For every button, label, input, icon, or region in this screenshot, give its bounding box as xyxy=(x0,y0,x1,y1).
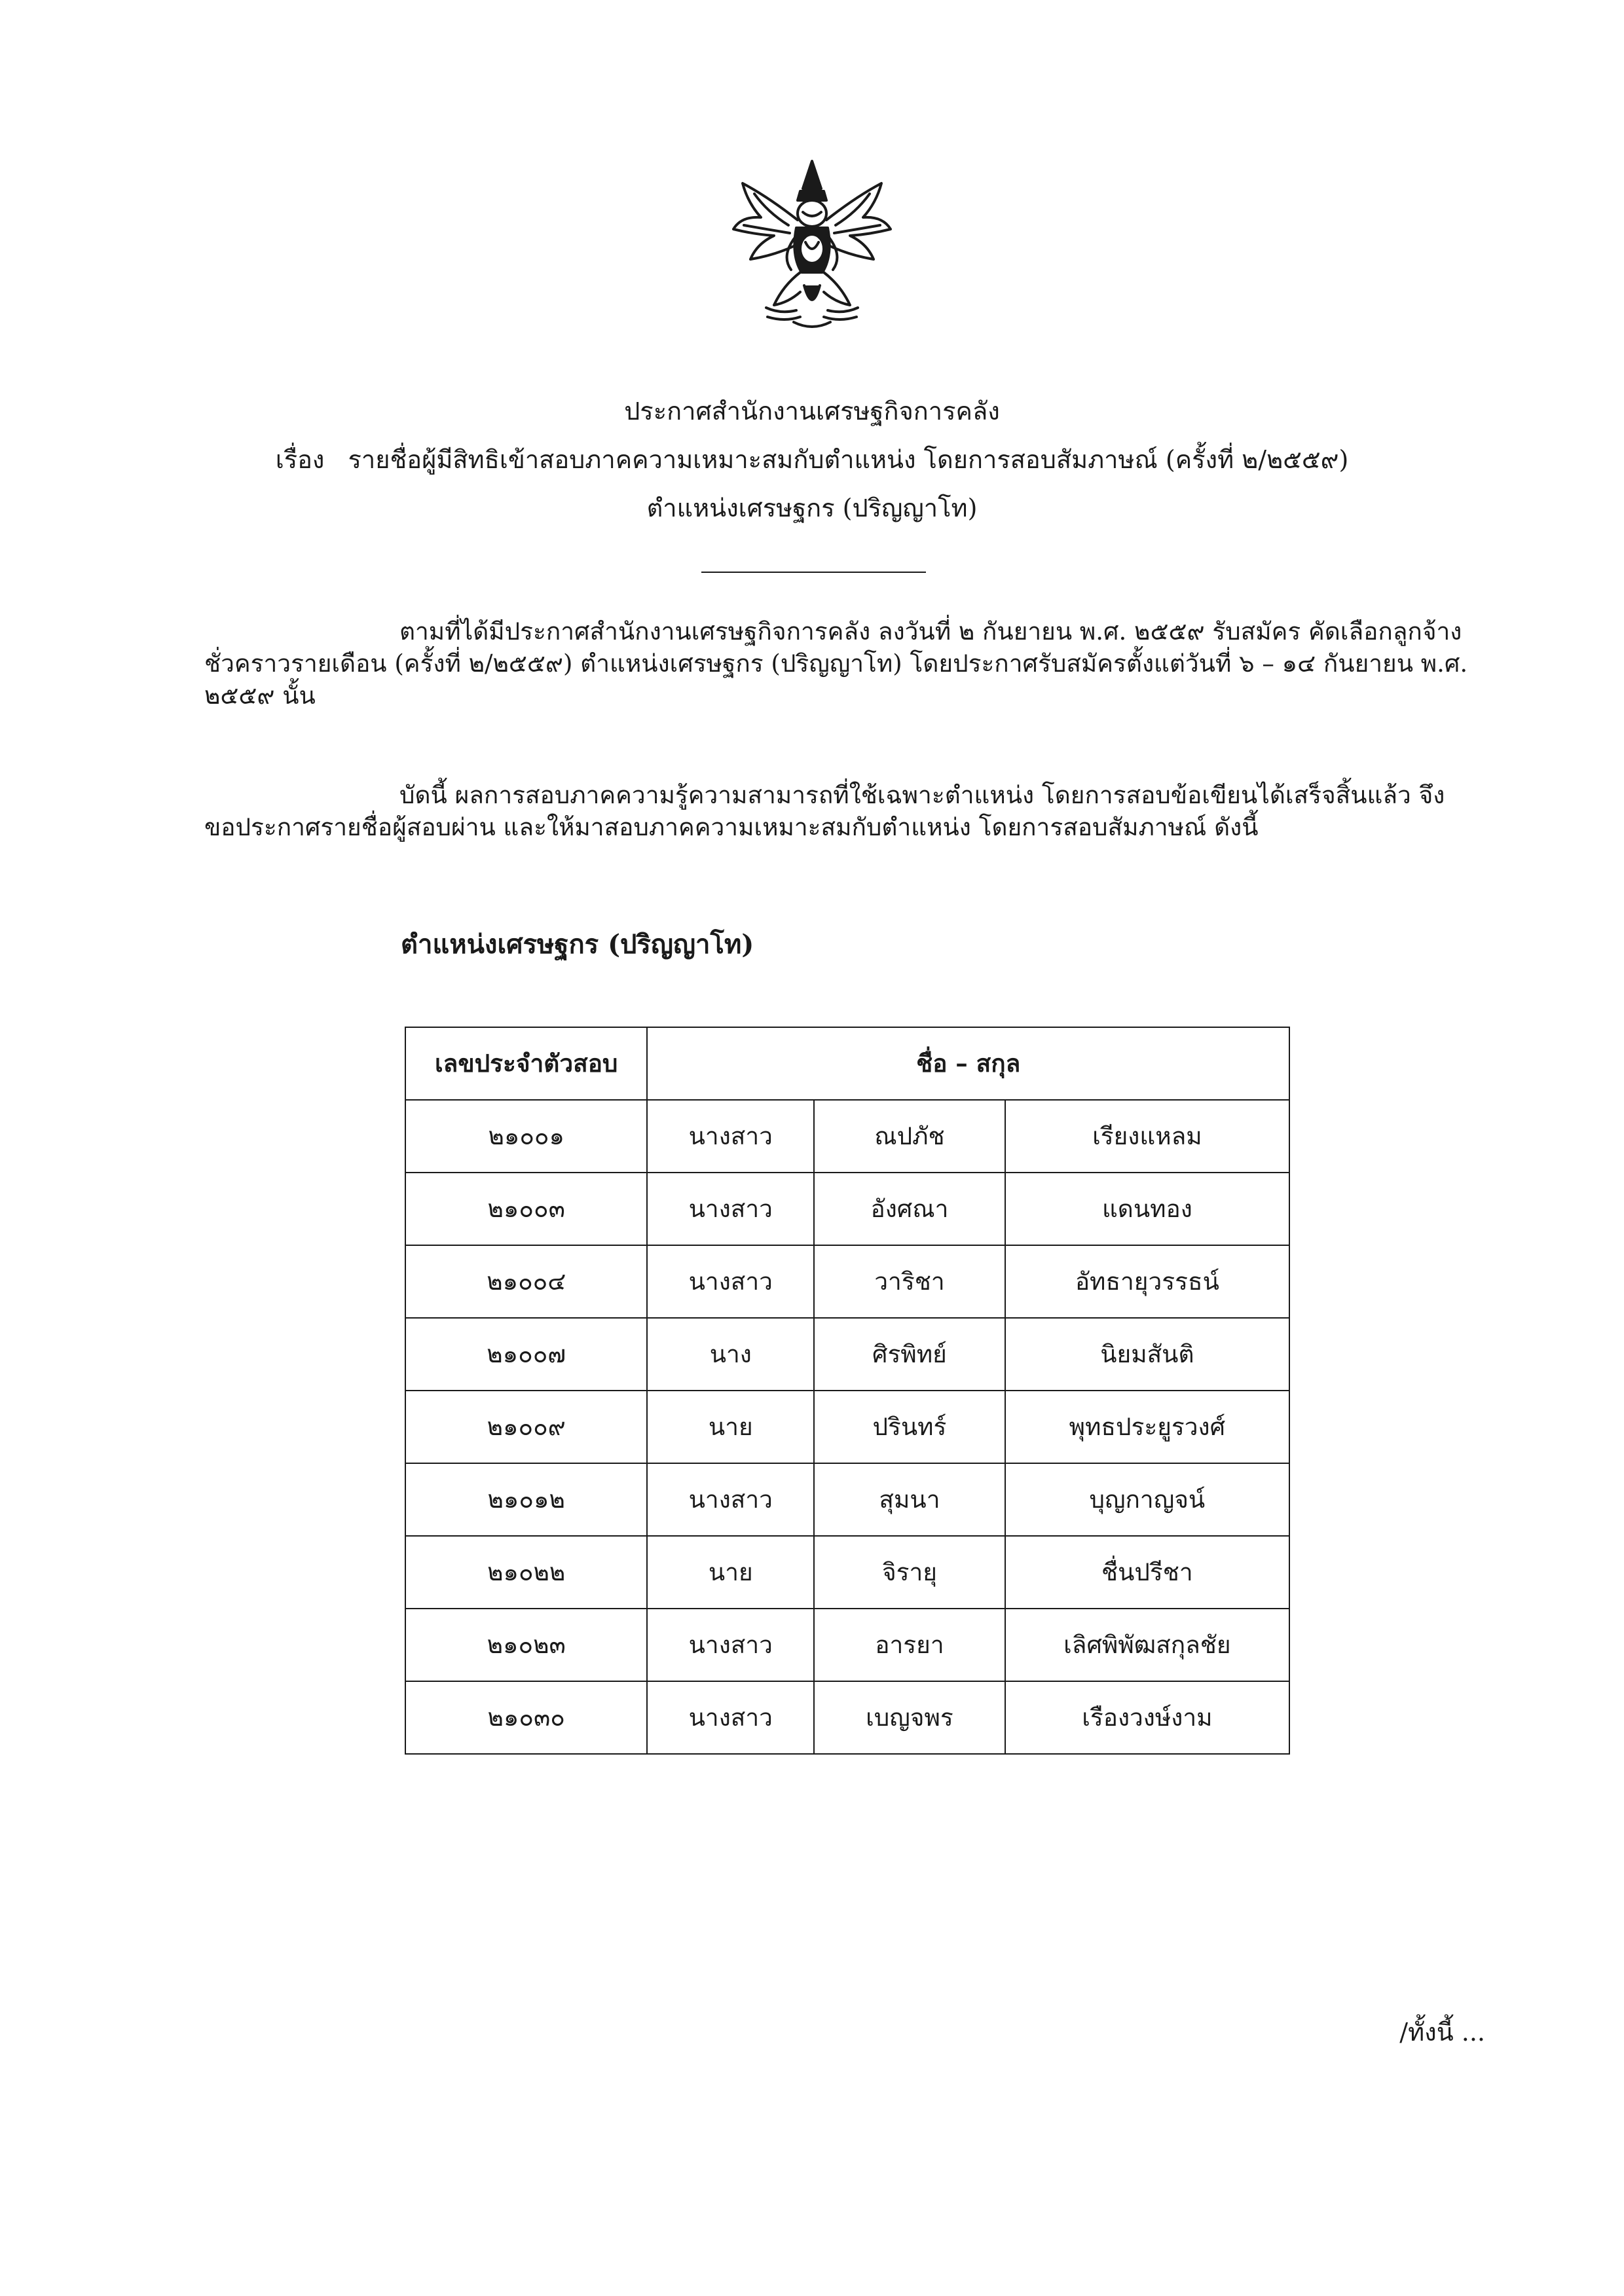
table-row xyxy=(405,1536,1289,1609)
table-row xyxy=(405,1681,1289,1754)
table-row xyxy=(405,1318,1289,1391)
first-name-cell: ณปภัช xyxy=(814,1100,1005,1173)
exam-id-cell: ๒๑๐๐๑ xyxy=(405,1100,647,1173)
first-name-cell: สุมนา xyxy=(814,1463,1005,1536)
table-row xyxy=(405,1173,1289,1245)
first-name-cell: จิรายุ xyxy=(814,1536,1005,1609)
last-name-cell: เรืองวงษ์งาม xyxy=(1005,1681,1289,1754)
exam-id-cell: ๒๑๐๐๔ xyxy=(405,1245,647,1318)
last-name-cell: เรียงแหลม xyxy=(1005,1100,1289,1173)
last-name-cell: เลิศพิพัฒสกุลชัย xyxy=(1005,1609,1289,1681)
table-row xyxy=(405,1463,1289,1536)
exam-id-cell: ๒๑๐๐๗ xyxy=(405,1318,647,1391)
title-cell: นางสาว xyxy=(647,1173,814,1245)
section-heading: ตำแหน่งเศรษฐกร (ปริญญาโท) xyxy=(401,929,754,960)
header-exam-id: เลขประจำตัวสอบ xyxy=(405,1027,647,1100)
table-header-row xyxy=(405,1027,1289,1100)
title-divider xyxy=(701,572,926,573)
exam-id-cell: ๒๑๐๓๐ xyxy=(405,1681,647,1754)
exam-id-cell: ๒๑๐๒๓ xyxy=(405,1609,647,1681)
table-row xyxy=(405,1391,1289,1463)
last-name-cell: อัทธายุวรรธน์ xyxy=(1005,1245,1289,1318)
garuda-emblem-icon xyxy=(728,157,896,334)
first-name-cell: ศิรพิทย์ xyxy=(814,1318,1005,1391)
title-cell: นาย xyxy=(647,1391,814,1463)
first-name-cell: อารยา xyxy=(814,1609,1005,1681)
title-cell: นางสาว xyxy=(647,1245,814,1318)
title-cell: นางสาว xyxy=(647,1100,814,1173)
last-name-cell: บุญกาญจน์ xyxy=(1005,1463,1289,1536)
exam-id-cell: ๒๑๐๐๙ xyxy=(405,1391,647,1463)
position-line: ตำแหน่งเศรษฐกร (ปริญญาโท) xyxy=(646,494,978,522)
announcement-paragraph-2: บัดนี้ ผลการสอบภาคความรู้ความสามารถที่ใช้เฉพาะตำแหน่ง โดยการสอบข้อเขียนได้เสร็จสิ้นแล้ว จึงขอประกาศรายชื่อผู้สอบผ่าน และให้มาสอบภาคความเหมาะสมกับตำแหน่ง โดยการสอบสัมภาษณ์ ดังนี้ xyxy=(204,781,1445,841)
continuation-note: /ทั้งนี้ ... xyxy=(1399,2018,1485,2047)
title-cell: นางสาว xyxy=(647,1463,814,1536)
subject-text: รายชื่อผู้มีสิทธิเข้าสอบภาคความเหมาะสมกับตำแหน่ง โดยการสอบสัมภาษณ์ (ครั้งที่ ๒/๒๕๕๙) xyxy=(348,445,1349,474)
candidate-table xyxy=(405,1027,1290,1755)
header-full-name: ชื่อ – สกุล xyxy=(647,1027,1289,1100)
announcement-paragraph-1: ตามที่ได้มีประกาศสำนักงานเศรษฐกิจการคลัง ลงวันที่ ๒ กันยายน พ.ศ. ๒๕๕๙ รับสมัคร คัดเลือกลูกจ้างชั่วคราวรายเดือน (ครั้งที่ ๒/๒๕๕๙) ตำแหน่งเศรษฐกร (ปริญญาโท) โดยประกาศรับสมัครตั้งแต่วันที่ ๖ – ๑๔ กันยายน พ.ศ. ๒๕๕๙ นั้น xyxy=(204,617,1468,710)
subject-line xyxy=(0,444,1624,475)
title-cell: นาง xyxy=(647,1318,814,1391)
subject-label: เรื่อง xyxy=(275,445,325,474)
first-name-cell: เบญจพร xyxy=(814,1681,1005,1754)
table-row xyxy=(405,1245,1289,1318)
title-cell: นางสาว xyxy=(647,1609,814,1681)
title-cell: นางสาว xyxy=(647,1681,814,1754)
exam-id-cell: ๒๑๐๒๒ xyxy=(405,1536,647,1609)
table-row xyxy=(405,1100,1289,1173)
last-name-cell: ชื่นปรีชา xyxy=(1005,1536,1289,1609)
organization-title: ประกาศสำนักงานเศรษฐกิจการคลัง xyxy=(624,397,1000,426)
first-name-cell: วาริชา xyxy=(814,1245,1005,1318)
table-row xyxy=(405,1609,1289,1681)
title-cell: นาย xyxy=(647,1536,814,1609)
exam-id-cell: ๒๑๐๑๒ xyxy=(405,1463,647,1536)
first-name-cell: อังศณา xyxy=(814,1173,1005,1245)
last-name-cell: แดนทอง xyxy=(1005,1173,1289,1245)
last-name-cell: นิยมสันติ xyxy=(1005,1318,1289,1391)
first-name-cell: ปรินทร์ xyxy=(814,1391,1005,1463)
last-name-cell: พุทธประยูรวงศ์ xyxy=(1005,1391,1289,1463)
exam-id-cell: ๒๑๐๐๓ xyxy=(405,1173,647,1245)
